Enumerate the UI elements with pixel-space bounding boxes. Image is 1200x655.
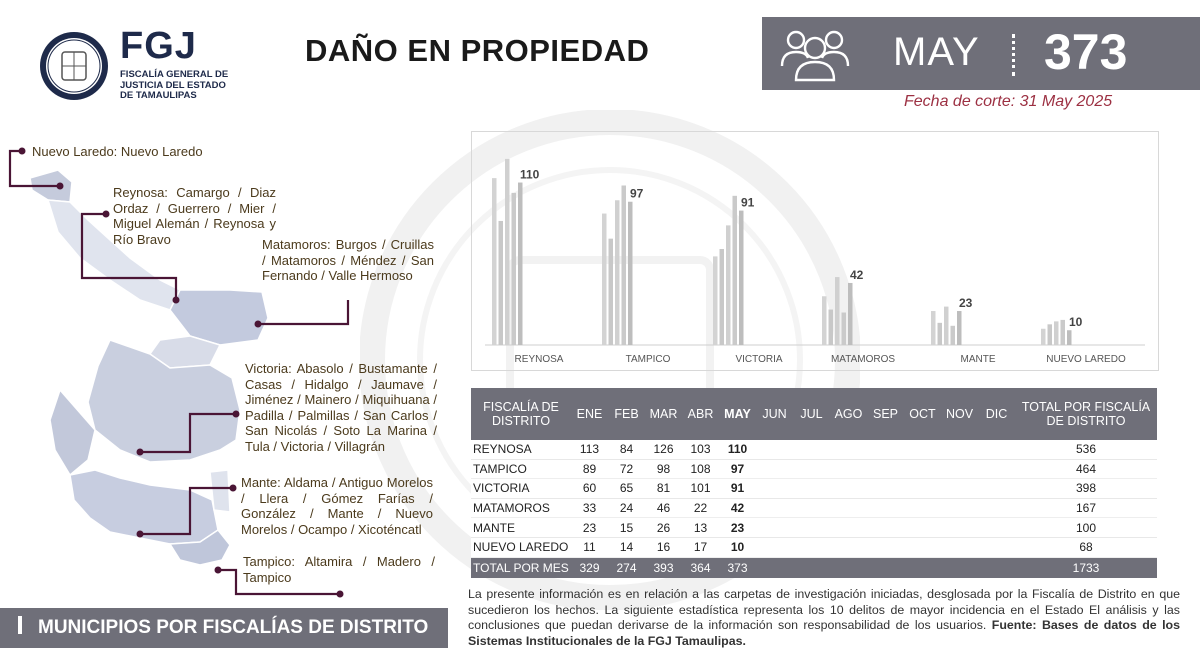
table-cell: 72 <box>608 459 645 479</box>
table-cell <box>793 479 830 499</box>
footer-cell <box>978 557 1015 578</box>
table-cell: 113 <box>571 440 608 459</box>
table-cell <box>867 498 904 518</box>
logo-subtitle-line: FISCALÍA GENERAL DE <box>120 69 229 80</box>
row-total: 167 <box>1015 498 1157 518</box>
table-cell <box>941 518 978 538</box>
footer-cell: 364 <box>682 557 719 578</box>
table-cell: 10 <box>719 537 756 557</box>
chart-bar <box>829 310 834 345</box>
table-row <box>471 440 1157 459</box>
chart-bar <box>1048 324 1053 345</box>
chart-category-label: VICTORIA <box>735 354 783 365</box>
table-cell: 65 <box>608 479 645 499</box>
table-row <box>471 498 1157 518</box>
footer-cell <box>941 557 978 578</box>
chart-category-label: NUEVO LAREDO <box>1046 354 1126 365</box>
table-cell <box>830 518 867 538</box>
chart-bar <box>622 185 627 345</box>
table-cell: 42 <box>719 498 756 518</box>
chart-bar <box>951 326 956 345</box>
table-cell <box>867 537 904 557</box>
table-cell: 98 <box>645 459 682 479</box>
row-total: 398 <box>1015 479 1157 499</box>
column-header-month: MAR <box>645 388 682 440</box>
district-tampico: Tampico: Altamira / Madero / Tampico <box>243 554 435 585</box>
footer-title-marker <box>18 616 22 634</box>
table-cell <box>978 537 1015 557</box>
chart-bar <box>512 193 517 345</box>
chart-bar <box>842 313 847 345</box>
monthly-bar-chart <box>471 131 1159 371</box>
table-cell: 11 <box>571 537 608 557</box>
logo-subtitle <box>120 70 230 102</box>
row-total: 536 <box>1015 440 1157 459</box>
table-cell: 97 <box>719 459 756 479</box>
column-header-total: TOTAL POR FISCALÍA DE DISTRITO <box>1015 388 1157 440</box>
table-cell <box>793 498 830 518</box>
table-cell <box>904 479 941 499</box>
row-district-name: TAMPICO <box>471 459 571 479</box>
table-cell <box>978 518 1015 538</box>
column-header-month: AGO <box>830 388 867 440</box>
chart-bar <box>1041 329 1046 345</box>
row-total: 100 <box>1015 518 1157 538</box>
table-cell <box>978 498 1015 518</box>
table-cell: 17 <box>682 537 719 557</box>
column-header-month: FEB <box>608 388 645 440</box>
chart-bar <box>739 211 744 345</box>
table-cell <box>793 440 830 459</box>
table-row <box>471 459 1157 479</box>
table-cell: 33 <box>571 498 608 518</box>
table-cell <box>904 537 941 557</box>
table-cell <box>793 518 830 538</box>
table-cell <box>978 479 1015 499</box>
chart-bar <box>931 311 936 345</box>
chart-bar <box>835 277 840 345</box>
chart-data-label: 110 <box>520 167 540 182</box>
chart-bar <box>518 183 523 345</box>
footer-cell: 393 <box>645 557 682 578</box>
chart-bar <box>938 323 943 345</box>
chart-bar <box>713 256 718 345</box>
table-cell: 24 <box>608 498 645 518</box>
table-cell <box>756 459 793 479</box>
chart-category-label: MATAMOROS <box>830 354 896 365</box>
district-reynosa: Reynosa: Camargo / Diaz Ordaz / Guerrero / Mier / Miguel Alemán / Reynosa y Río Bravo <box>113 185 276 247</box>
column-header-month: ENE <box>571 388 608 440</box>
table-cell <box>830 440 867 459</box>
table-cell <box>978 459 1015 479</box>
chart-bar <box>505 159 510 345</box>
footer-title: MUNICIPIOS POR FISCALÍAS DE DISTRITO <box>38 617 429 638</box>
table-cell <box>756 440 793 459</box>
column-header-month: JUN <box>756 388 793 440</box>
table-row <box>471 518 1157 538</box>
footer-label: TOTAL POR MES <box>471 557 571 578</box>
cutoff-date: Fecha de corte: 31 May 2025 <box>904 93 1113 110</box>
row-district-name: VICTORIA <box>471 479 571 499</box>
page-title: DAÑO EN PROPIEDAD <box>305 33 650 68</box>
current-month: MAY <box>893 30 980 74</box>
chart-bar <box>957 311 962 345</box>
column-header-month: NOV <box>941 388 978 440</box>
table-cell: 26 <box>645 518 682 538</box>
footer-cell <box>756 557 793 578</box>
table-cell <box>904 440 941 459</box>
table-cell: 91 <box>719 479 756 499</box>
disclaimer-note <box>468 587 1180 649</box>
chart-category-label: REYNOSA <box>514 354 564 365</box>
chart-bar <box>609 239 614 345</box>
table-cell <box>904 459 941 479</box>
row-total: 464 <box>1015 459 1157 479</box>
table-cell <box>941 498 978 518</box>
column-header-month: MAY <box>719 388 756 440</box>
table-cell: 16 <box>645 537 682 557</box>
chart-bar <box>602 214 607 345</box>
footer-cell: 373 <box>719 557 756 578</box>
chart-bar <box>1067 330 1072 345</box>
table-cell: 108 <box>682 459 719 479</box>
district-mante: Mante: Aldama / Antiguo Morelos / Llera / Gómez Farías / González / Mante / Nuevo Morelos / Ocampo / Xicoténcatl <box>241 475 433 537</box>
footer-cell: 274 <box>608 557 645 578</box>
row-district-name: MATAMOROS <box>471 498 571 518</box>
table-cell: 60 <box>571 479 608 499</box>
district-month-table <box>471 388 1157 578</box>
fgj-seal-logo <box>38 30 110 102</box>
chart-bar <box>628 202 633 345</box>
chart-bar <box>492 178 497 345</box>
table-cell <box>867 479 904 499</box>
table-cell <box>756 479 793 499</box>
table-cell <box>867 459 904 479</box>
chart-bar <box>848 283 853 345</box>
header-divider <box>1012 34 1015 76</box>
chart-bar <box>733 196 738 345</box>
chart-category-label: TAMPICO <box>625 354 671 365</box>
table-cell <box>756 537 793 557</box>
footer-cell <box>830 557 867 578</box>
table-row <box>471 479 1157 499</box>
district-nuevo-laredo: Nuevo Laredo: Nuevo Laredo <box>32 144 203 159</box>
chart-bar <box>944 307 949 345</box>
table-cell: 14 <box>608 537 645 557</box>
column-header-month: DIC <box>978 388 1015 440</box>
chart-data-label: 10 <box>1069 315 1083 330</box>
footer-cell <box>904 557 941 578</box>
chart-bar <box>1061 320 1066 345</box>
table-cell <box>867 440 904 459</box>
note-text: La presente información es en relación a las carpetas de investigación iniciadas, desglosada por la Fiscalía de Distrito en que sucedieron los hechos. La siguiente estadística representa los 10 delitos de mayor incidencia en el Estado El análisis y las conclusiones que puedan derivarse de la información son responsabilidad de los usuarios. <box>468 587 1180 632</box>
table-cell: 89 <box>571 459 608 479</box>
chart-bar <box>499 221 504 345</box>
chart-data-label: 23 <box>959 296 973 311</box>
table-cell: 23 <box>719 518 756 538</box>
table-cell <box>941 537 978 557</box>
table-cell <box>941 440 978 459</box>
table-cell <box>830 498 867 518</box>
table-cell <box>904 518 941 538</box>
district-matamoros: Matamoros: Burgos / Cruillas / Matamoros / Méndez / San Fernando / Valle Hermoso <box>262 237 434 284</box>
chart-bar <box>1054 321 1059 345</box>
table-cell <box>941 459 978 479</box>
table-cell <box>867 518 904 538</box>
table-cell <box>793 537 830 557</box>
table-cell <box>904 498 941 518</box>
table-cell <box>756 518 793 538</box>
row-total: 68 <box>1015 537 1157 557</box>
table-cell <box>830 537 867 557</box>
column-header-district: FISCALÍA DE DISTRITO <box>471 388 571 440</box>
row-district-name: MANTE <box>471 518 571 538</box>
chart-data-label: 42 <box>850 267 864 282</box>
table-footer-row <box>471 557 1157 578</box>
chart-bar <box>822 296 827 345</box>
chart-bar <box>726 225 731 345</box>
chart-bar <box>720 249 725 345</box>
month-total: 373 <box>1044 24 1128 80</box>
table-cell: 84 <box>608 440 645 459</box>
table-header-row <box>471 388 1157 440</box>
table-cell: 46 <box>645 498 682 518</box>
table-cell: 15 <box>608 518 645 538</box>
column-header-month: OCT <box>904 388 941 440</box>
footer-cell <box>867 557 904 578</box>
table-cell: 13 <box>682 518 719 538</box>
table-cell: 22 <box>682 498 719 518</box>
table-cell: 103 <box>682 440 719 459</box>
footer-total: 1733 <box>1015 557 1157 578</box>
footer-cell: 329 <box>571 557 608 578</box>
table-cell: 110 <box>719 440 756 459</box>
people-group-icon <box>778 22 852 84</box>
column-header-month: JUL <box>793 388 830 440</box>
district-victoria: Victoria: Abasolo / Bustamante / Casas / Hidalgo / Jaumave / Jiménez / Mainero / Miquihuana / Padilla / Palmillas / San Carlos / San Nicolás / Soto La Marina / Tula / Victoria / Villagrán <box>245 361 437 454</box>
row-district-name: REYNOSA <box>471 440 571 459</box>
table-cell: 23 <box>571 518 608 538</box>
chart-bar <box>615 200 620 345</box>
footer-cell <box>793 557 830 578</box>
row-district-name: NUEVO LAREDO <box>471 537 571 557</box>
logo-subtitle-line: JUSTICIA DEL ESTADO <box>120 79 226 91</box>
table-cell: 126 <box>645 440 682 459</box>
column-header-month: SEP <box>867 388 904 440</box>
chart-category-label: MANTE <box>960 354 996 365</box>
table-cell <box>793 459 830 479</box>
table-cell <box>830 459 867 479</box>
table-row <box>471 537 1157 557</box>
chart-data-label: 91 <box>741 195 755 210</box>
chart-data-label: 97 <box>630 186 644 201</box>
table-cell <box>830 479 867 499</box>
logo-subtitle-line: DE TAMAULIPAS <box>120 90 197 101</box>
table-cell: 81 <box>645 479 682 499</box>
column-header-month: ABR <box>682 388 719 440</box>
table-cell <box>756 498 793 518</box>
table-cell: 101 <box>682 479 719 499</box>
note-source: Fuente: Bases de datos de los Sistemas Institucionales de la FGJ Tamaulipas. <box>468 618 1180 648</box>
logo-acronym: FGJ <box>120 25 197 67</box>
table-cell <box>941 479 978 499</box>
table-cell <box>978 440 1015 459</box>
